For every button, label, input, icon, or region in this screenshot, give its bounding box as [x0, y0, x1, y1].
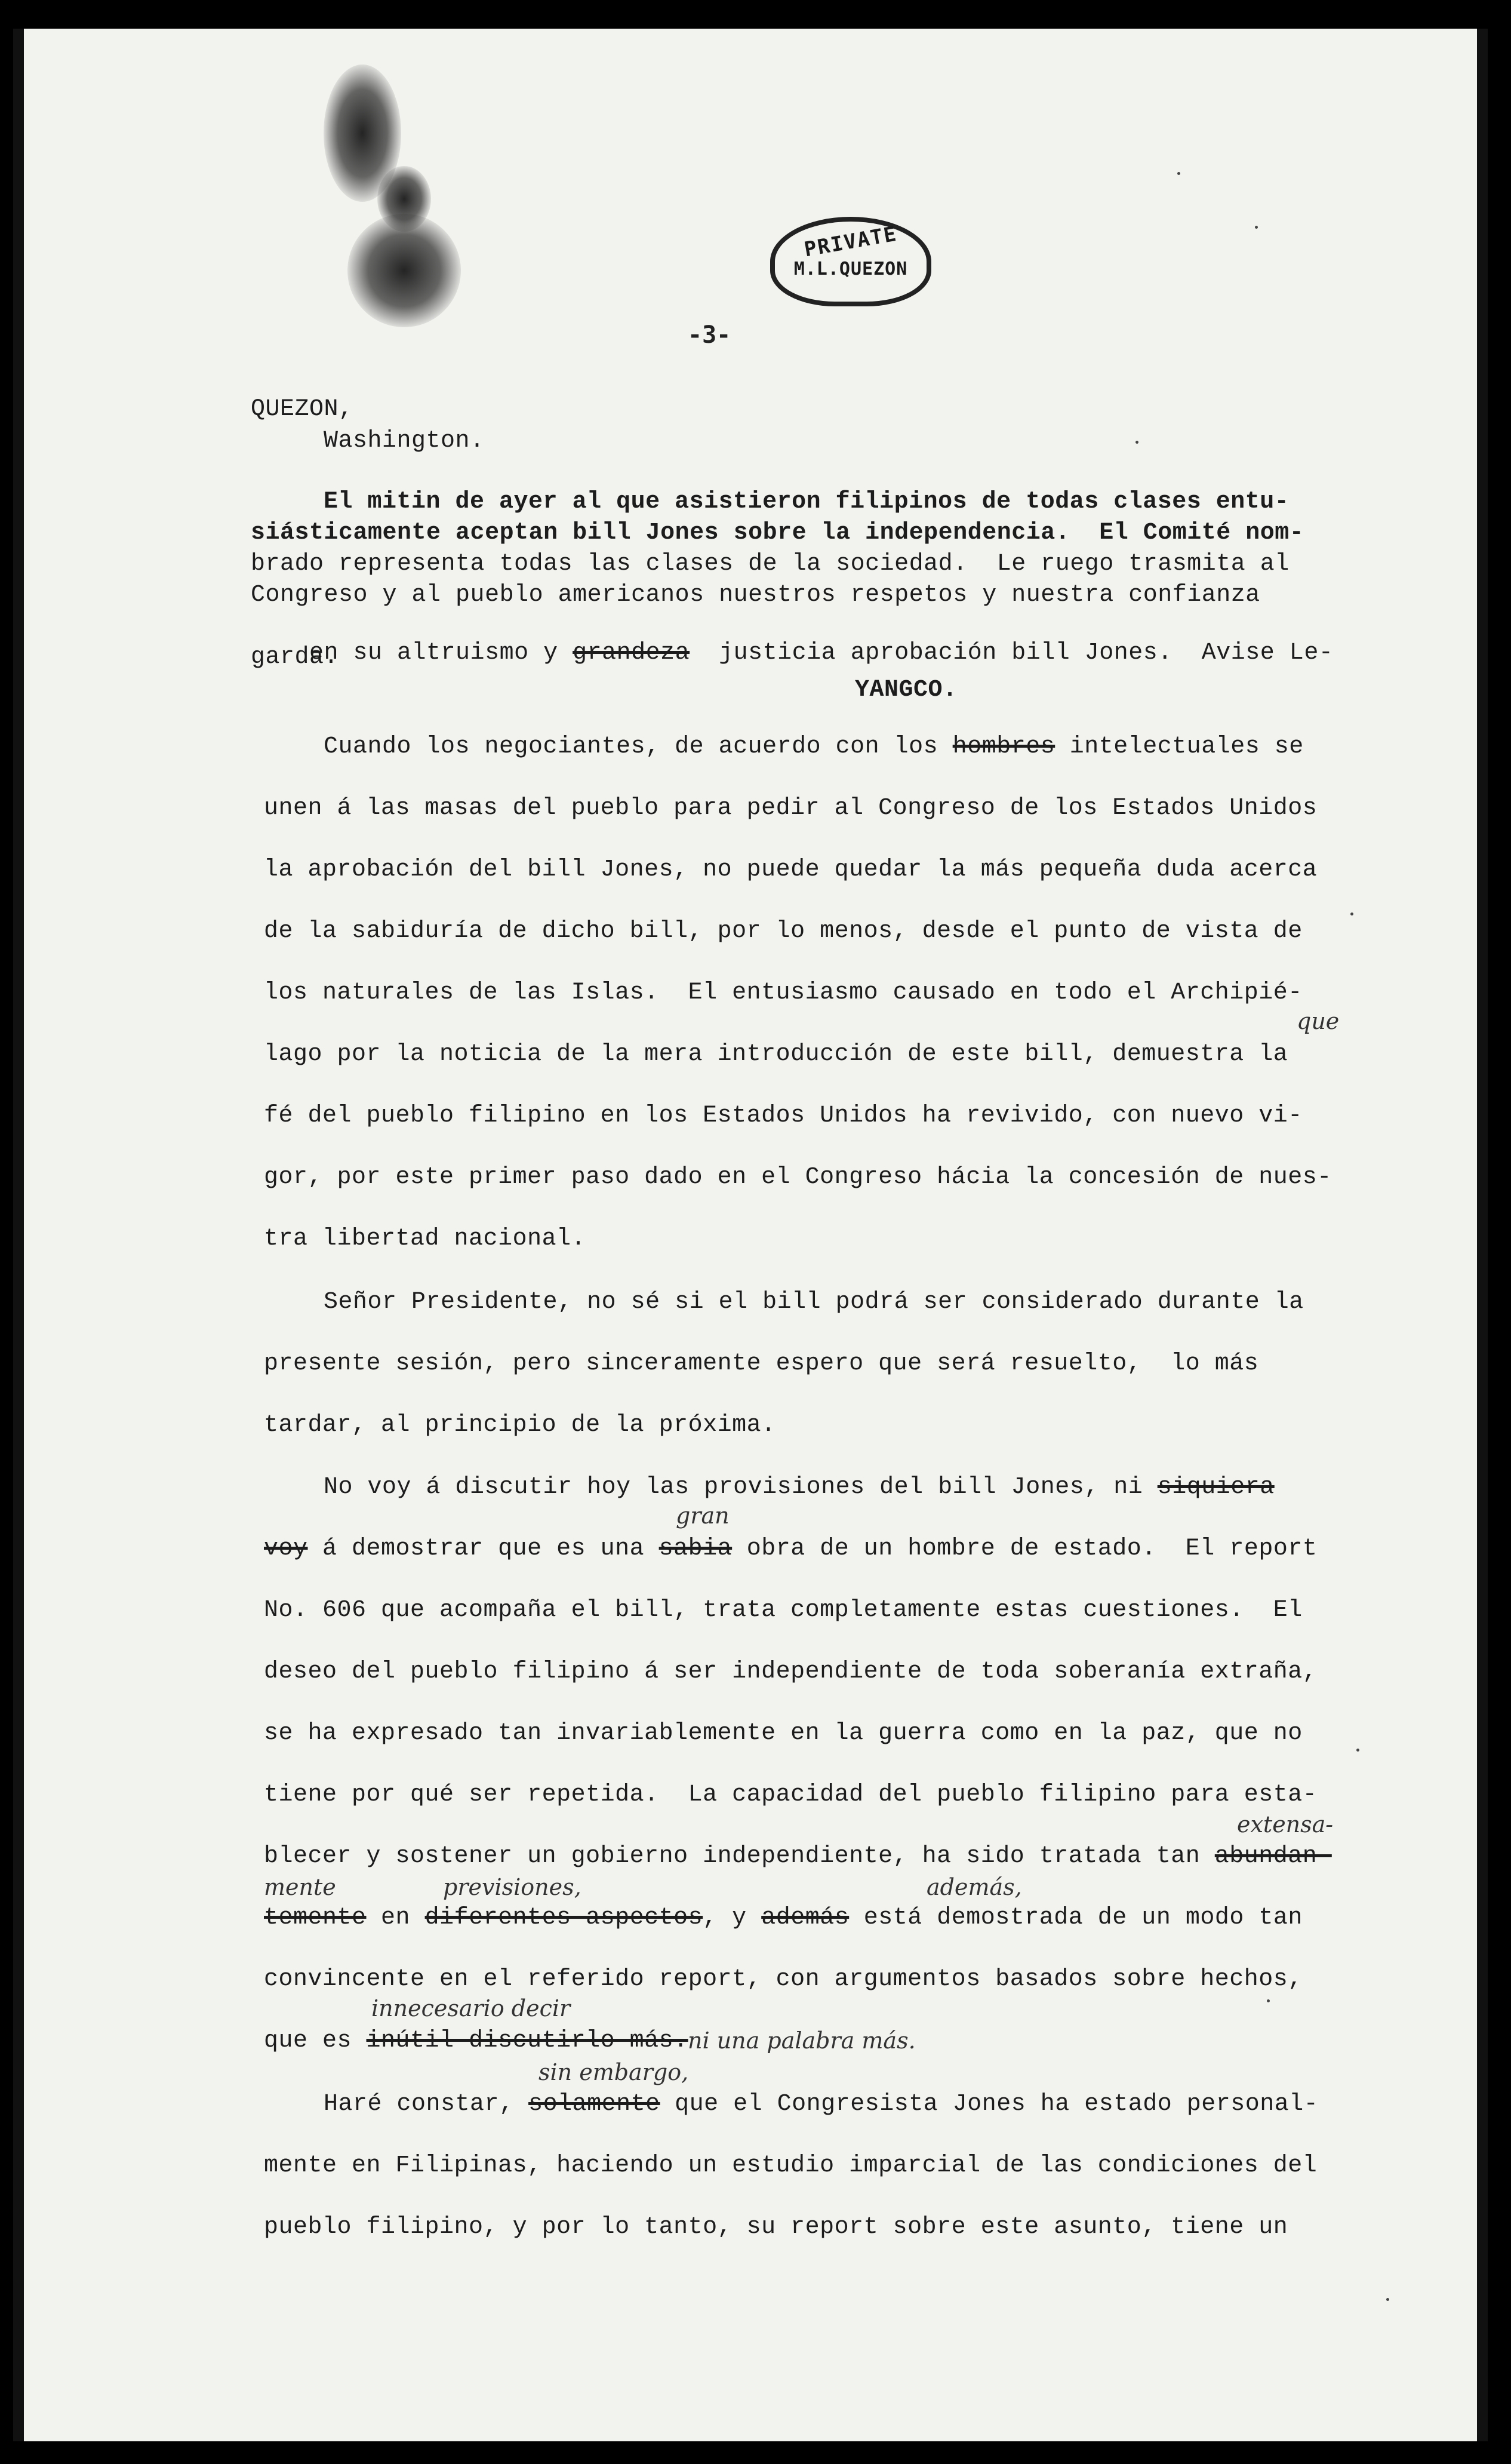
dust-speck	[1255, 226, 1258, 229]
body-line	[324, 1474, 1275, 1501]
handwritten-mente: mente	[264, 1874, 336, 1900]
text-span: Haré constar,	[324, 2091, 514, 2118]
text-span: Cuando los negociantes, de acuerdo con los	[324, 733, 938, 760]
dust-speck	[1135, 441, 1138, 444]
body-line: tardar, al principio de la próxima.	[264, 1412, 776, 1439]
struck-word: abundan-	[1214, 1843, 1332, 1870]
dust-speck	[1350, 913, 1353, 915]
struck-word: siquiera	[1157, 1474, 1275, 1501]
body-line: se ha expresado tan invariablemente en la guerra como en la paz, que no	[264, 1720, 1303, 1747]
telegram-line-start: en su altruismo y	[309, 640, 558, 666]
body-line: fé del pueblo filipino en los Estados Unidos ha revivido, con nuevo vi-	[264, 1102, 1303, 1129]
body-line	[264, 1904, 1303, 1931]
struck-word: diferentes aspectos	[424, 1904, 703, 1931]
body-line	[324, 2091, 1318, 2118]
body-line: mente en Filipinas, haciendo un estudio imparcial de las condiciones del	[264, 2152, 1318, 2179]
text-span: que el Congresista Jones ha estado personal-	[675, 2091, 1319, 2118]
struck-word: solamente	[528, 2091, 660, 2118]
telegram-line	[251, 613, 1333, 693]
telegram-line-end: justicia aprobación bill Jones. Avise Le-	[719, 640, 1334, 666]
struck-word: voy	[264, 1535, 308, 1562]
body-line: No. 606 que acompaña el bill, trata completamente estas cuestiones. El	[264, 1597, 1303, 1624]
telegram-city: Washington.	[324, 428, 485, 454]
private-stamp	[770, 217, 931, 306]
text-span: blecer y sostener un gobierno independiente, ha sido tratada tan	[264, 1843, 1201, 1870]
telegram-line: El mitin de ayer al que asistieron filipinos de todas clases entu-	[324, 489, 1290, 515]
dust-speck	[1386, 2298, 1389, 2301]
text-span: No voy á discutir hoy las provisiones del bill Jones, ni	[324, 1474, 1143, 1501]
text-span: obra de un hombre de estado. El report	[746, 1535, 1318, 1562]
body-line: tra libertad nacional.	[264, 1225, 586, 1252]
struck-word: hombres	[952, 733, 1055, 760]
body-line	[324, 733, 1304, 760]
body-line: Señor Presidente, no sé si el bill podrá ser considerado durante la	[324, 1289, 1304, 1316]
body-line: gor, por este primer paso dado en el Congreso hácia la concesión de nues-	[264, 1164, 1332, 1191]
handwritten-palabra: ni una palabra más.	[688, 2027, 916, 2054]
right-scan-edge	[1477, 29, 1488, 2441]
handwritten-gran: gran	[676, 1503, 730, 1529]
telegram-addressee: QUEZON,	[251, 396, 353, 423]
handwritten-ademas: además,	[927, 1874, 1022, 1900]
text-span: , y	[703, 1904, 747, 1931]
struck-word: sabia	[658, 1535, 733, 1562]
left-scan-edge	[13, 29, 24, 2441]
dust-speck	[1356, 1749, 1359, 1752]
body-line: los naturales de las Islas. El entusiasmo causado en todo el Archipié-	[264, 979, 1303, 1006]
body-line	[264, 1535, 1317, 1562]
handwritten-previsiones: previsiones,	[443, 1874, 581, 1900]
telegram-signature: YANGCO.	[855, 677, 958, 703]
body-line: tiene por qué ser repetida. La capacidad del pueblo filipino para esta-	[264, 1781, 1318, 1808]
text-span: á demostrar que es una	[322, 1535, 645, 1562]
body-line: de la sabiduría de dicho bill, por lo menos, desde el punto de vista de	[264, 918, 1303, 945]
struck-word: grandeza	[573, 640, 690, 666]
telegram-line: garda.	[251, 644, 339, 671]
body-line: pueblo filipino, y por lo tanto, su report sobre este asunto, tiene un	[264, 2214, 1288, 2241]
struck-word: inútil discutirlo más.	[366, 2027, 688, 2054]
text-span: intelectuales se	[1069, 733, 1304, 760]
handwritten-extensa: extensa-	[1237, 1811, 1334, 1838]
handwritten-que: que	[1297, 1008, 1340, 1034]
body-line: lago por la noticia de la mera introducción de este bill, demuestra la	[264, 1041, 1288, 1068]
dust-speck	[1267, 1999, 1270, 2002]
stamp-bottom-text: M.L.QUEZON	[793, 259, 908, 279]
body-line: presente sesión, pero sinceramente espero que será resuelto, lo más	[264, 1350, 1259, 1377]
handwritten-innecesario: innecesario decir	[371, 1995, 571, 2021]
document-page	[13, 29, 1488, 2441]
struck-word: temente	[264, 1904, 367, 1931]
page-number: -3-	[688, 321, 731, 349]
body-line: deseo del pueblo filipino á ser independiente de toda soberanía extraña,	[264, 1658, 1318, 1685]
stamp-top-text: PRIVATE	[802, 222, 899, 262]
body-line: la aprobación del bill Jones, no puede quedar la más pequeña duda acerca	[264, 856, 1318, 883]
body-line: convincente en el referido report, con argumentos basados sobre hechos,	[264, 1966, 1303, 1993]
dust-speck	[1177, 172, 1180, 175]
telegram-line: Congreso y al pueblo americanos nuestros respetos y nuestra confianza	[251, 582, 1260, 609]
telegram-line: brado representa todas las clases de la sociedad. Le ruego trasmita al	[251, 551, 1290, 577]
text-span: que es	[264, 2027, 352, 2054]
body-line: unen á las masas del pueblo para pedir al Congreso de los Estados Unidos	[264, 795, 1318, 822]
text-span: está demostrada de un modo tan	[863, 1904, 1303, 1931]
telegram-line: siásticamente aceptan bill Jones sobre la independencia. El Comité nom-	[251, 520, 1304, 546]
ink-smudge	[377, 166, 431, 232]
body-line	[264, 1843, 1332, 1870]
handwritten-sin-embargo: sin embargo,	[538, 2059, 689, 2085]
body-line	[264, 2027, 688, 2054]
struck-word: además	[761, 1904, 850, 1931]
text-span: en	[381, 1904, 411, 1931]
